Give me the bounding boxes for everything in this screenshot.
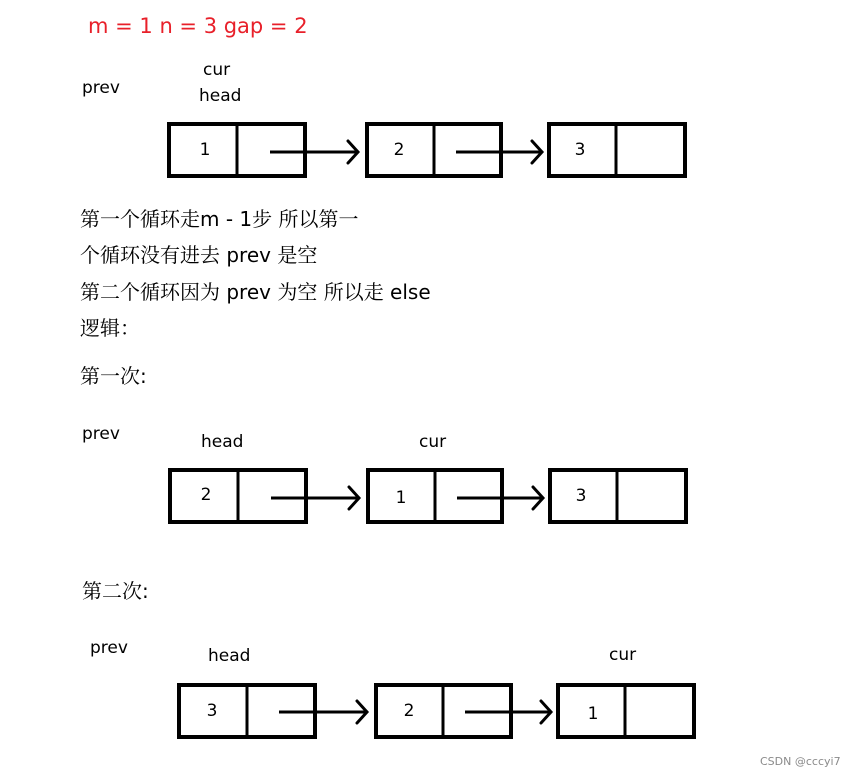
step1-prev-label: prev bbox=[82, 424, 120, 444]
list-node bbox=[170, 470, 306, 522]
step2-heading: 第二次: bbox=[82, 579, 149, 603]
list-node bbox=[550, 470, 686, 522]
next-arrow bbox=[270, 141, 358, 163]
list-node bbox=[368, 470, 502, 522]
node-value: 2 bbox=[200, 485, 212, 505]
head-label: head bbox=[199, 86, 242, 106]
list-node bbox=[169, 124, 305, 176]
step1-cur-label: cur bbox=[419, 432, 447, 452]
explanation-line-4: 逻辑： bbox=[80, 316, 140, 340]
explanation-line-1: 第一个循环走m - 1步 所以第一 bbox=[80, 207, 359, 231]
node-value: 3 bbox=[206, 701, 218, 721]
node-value: 3 bbox=[574, 140, 586, 160]
list-row-2 bbox=[170, 470, 686, 522]
diagram-title: m = 1 n = 3 gap = 2 bbox=[88, 14, 308, 38]
step2-cur-label: cur bbox=[609, 645, 637, 665]
step2-prev-label: prev bbox=[90, 638, 128, 658]
next-arrow bbox=[279, 701, 367, 723]
next-arrow bbox=[271, 487, 359, 509]
node-value: 1 bbox=[199, 140, 211, 160]
list-node bbox=[558, 685, 694, 737]
step1-head-label: head bbox=[201, 432, 244, 452]
node-value: 1 bbox=[587, 704, 599, 724]
step1-heading: 第一次: bbox=[80, 364, 147, 388]
node-value: 1 bbox=[395, 488, 407, 508]
node-value: 3 bbox=[575, 486, 587, 506]
watermark: CSDN @cccyi7 bbox=[760, 755, 841, 768]
list-node bbox=[549, 124, 685, 176]
explanation-line-3: 第二个循环因为 prev 为空 所以走 else bbox=[80, 280, 431, 304]
list-row-1 bbox=[169, 124, 685, 176]
next-arrow bbox=[465, 701, 551, 723]
list-row-3 bbox=[179, 685, 694, 737]
list-node bbox=[367, 124, 501, 176]
node-value: 2 bbox=[393, 140, 405, 160]
prev-label: prev bbox=[82, 78, 120, 98]
node-value: 2 bbox=[403, 701, 415, 721]
cur-label: cur bbox=[203, 60, 231, 80]
explanation-line-2: 个循环没有进去 prev 是空 bbox=[80, 243, 318, 267]
step2-head-label: head bbox=[208, 646, 251, 666]
